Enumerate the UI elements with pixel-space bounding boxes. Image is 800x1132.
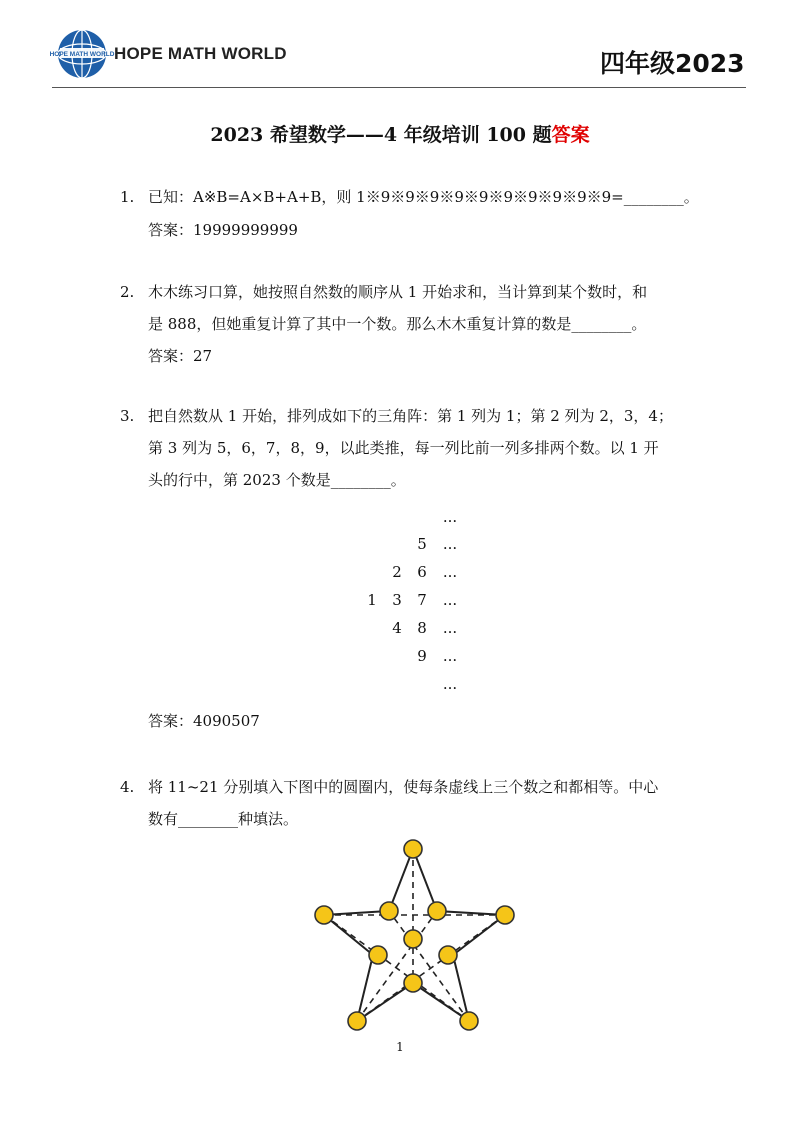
logo-text: HOPE MATH WORLD [114, 44, 287, 63]
triangle-number: 4 [392, 619, 402, 637]
star-circle [404, 840, 422, 858]
star-circle [380, 902, 398, 920]
problem-line: 第 3 列为 5，6，7，8，9，以此类推，每一列比前一列多排两个数。以 1 开 [148, 439, 659, 457]
globe-logo-icon [49, 28, 115, 80]
problem-line: 头的行中，第 2023 个数是________。 [148, 471, 406, 489]
triangle-number: 3 [392, 591, 402, 609]
header [0, 0, 800, 90]
star-figure [300, 835, 520, 1035]
problem-line: 木木练习口算，她按照自然数的顺序从 1 开始求和，当计算到某个数时，和 [148, 283, 648, 301]
problem-4-text [148, 771, 658, 835]
grade-label: 四年级2023 [600, 49, 745, 78]
triangle-ellipsis: ... [442, 675, 458, 693]
triangle-number: 9 [417, 647, 427, 665]
triangle-ellipsis: ... [442, 619, 458, 637]
title-highlight: 答案 [551, 124, 590, 146]
star-circle [439, 946, 457, 964]
header-divider [52, 87, 746, 88]
star-circle [404, 974, 422, 992]
logo-badge-text: HOPE MATH WORLD [49, 51, 115, 58]
triangle-number: 1 [367, 591, 377, 609]
dashed-line [357, 915, 505, 1021]
star-circle [428, 902, 446, 920]
problem-1-text [148, 181, 699, 213]
triangle-number: 8 [417, 619, 427, 637]
triangle-ellipsis: ... [442, 591, 458, 609]
problem-1-number: 1. [120, 188, 135, 206]
triangle-number: 2 [392, 563, 402, 581]
triangle-number: 6 [417, 563, 427, 581]
problem-4-number: 4. [120, 778, 135, 796]
triangle-number: 7 [417, 591, 427, 609]
problem-line: 已知：A※B=A×B+A+B，则 1※9※9※9※9※9※9※9※9※9※9=________。 [148, 188, 699, 206]
star-circle [369, 946, 387, 964]
triangle-number: 5 [417, 535, 427, 553]
problem-line: 是 888，但她重复计算了其中一个数。那么木木重复计算的数是________。 [148, 315, 647, 333]
page-title [0, 120, 800, 147]
triangle-ellipsis: ... [442, 647, 458, 665]
problem-line: 将 11~21 分别填入下图中的圆圈内，使每条虚线上三个数之和都相等。中心 [148, 778, 659, 796]
triangle-ellipsis: ... [442, 508, 458, 526]
problem-2-answer: 答案：27 [148, 347, 213, 365]
problem-2-text [148, 276, 647, 340]
dashed-line [389, 911, 469, 1021]
dashed-line [357, 911, 437, 1021]
problem-3-answer: 答案：4090507 [148, 712, 260, 730]
star-circle [460, 1012, 478, 1030]
problem-line: 把自然数从 1 开始，排列成如下的三角阵：第 1 列为 1；第 2 列为 2，3，4； [148, 407, 673, 425]
problem-line: 数有________种填法。 [148, 810, 299, 828]
title-main: 2023 希望数学——4 年级培训 100 题 [210, 124, 552, 146]
problem-3-text [148, 400, 673, 496]
problem-2-number: 2. [120, 283, 135, 301]
star-circle [315, 906, 333, 924]
triangle-ellipsis: ... [442, 563, 458, 581]
star-circle [348, 1012, 366, 1030]
star-circle [404, 930, 422, 948]
triangle-ellipsis: ... [442, 535, 458, 553]
problem-3-number: 3. [120, 407, 135, 425]
star-circle [496, 906, 514, 924]
page-number: 1 [396, 1040, 404, 1054]
problem-1-answer: 答案：19999999999 [148, 221, 298, 239]
